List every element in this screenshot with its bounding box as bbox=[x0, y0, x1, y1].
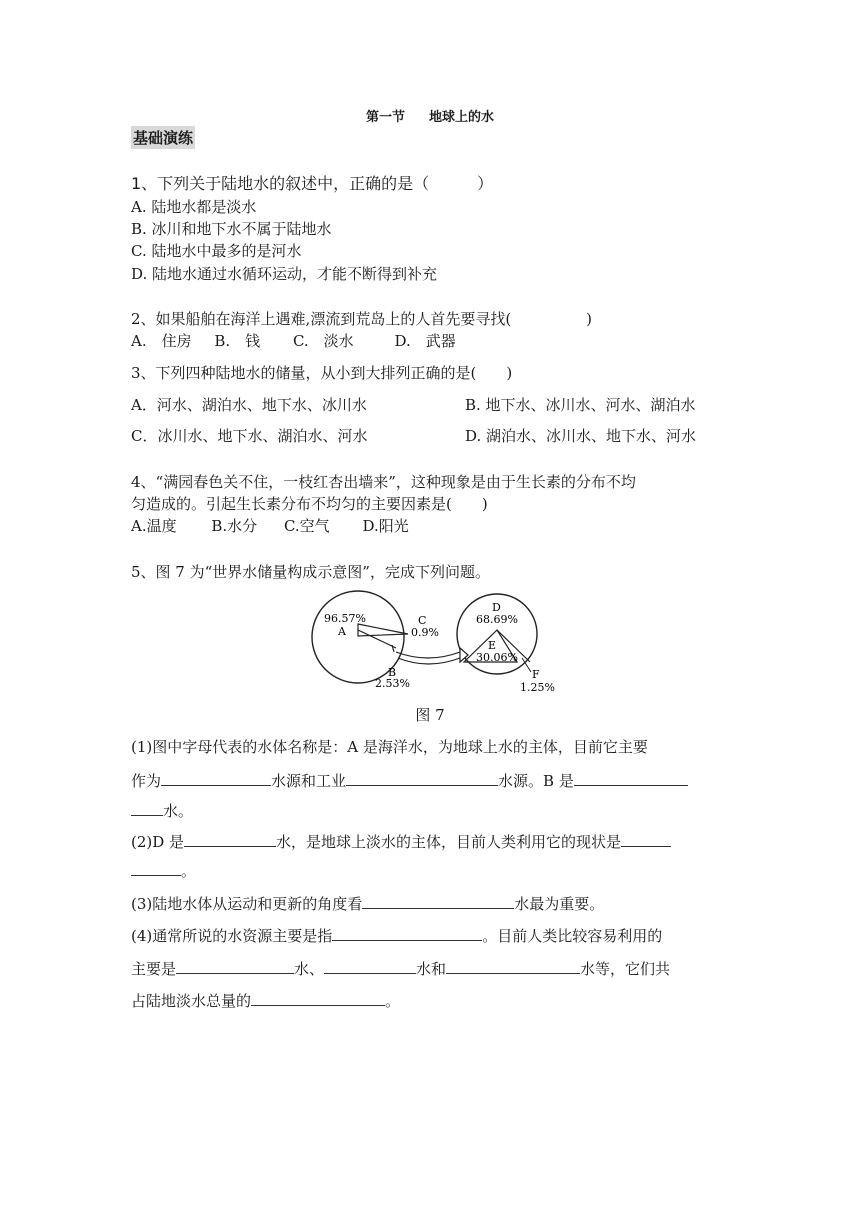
q4-option-d: D.阳光 bbox=[362, 517, 409, 535]
answer-blank[interactable] bbox=[332, 926, 482, 941]
link-arrow-outer bbox=[396, 652, 460, 658]
q5-p4-text4: 水、 bbox=[294, 960, 325, 978]
q1-stem: 1、下列关于陆地水的叙述中，正确的是（ ） bbox=[131, 174, 494, 193]
q3-option-b: B. 地下水、冰川水、河水、湖泊水 bbox=[465, 396, 696, 414]
q2-option-d: D. 武器 bbox=[394, 332, 456, 350]
q5-p2-text2: 水，是地球上淡水的主体，目前人类利用它的现状是 bbox=[276, 833, 622, 851]
label-b-pct: 2.53% bbox=[375, 677, 410, 690]
label-f: F bbox=[532, 668, 540, 681]
q3-option-a: A．河水、湖泊水、地下水、冰川水 bbox=[131, 396, 367, 414]
q5-p4-text8: 。 bbox=[385, 992, 401, 1010]
q1-option-b: B. 冰川和地下水不属于陆地水 bbox=[131, 220, 332, 238]
label-c: C bbox=[418, 614, 427, 627]
answer-blank[interactable] bbox=[362, 894, 514, 909]
q5-p3-text2: 水最为重要。 bbox=[514, 895, 605, 913]
answer-blank[interactable] bbox=[621, 832, 671, 847]
answer-blank[interactable] bbox=[184, 832, 276, 847]
label-d: D bbox=[492, 601, 501, 614]
q2-option-a: A. 住房 bbox=[131, 332, 192, 350]
figure-caption: 图 7 bbox=[415, 706, 445, 724]
q5-p4-text7: 占陆地淡水总量的 bbox=[131, 992, 252, 1010]
q5-p4-text1: (4)通常所说的水资源主要是指 bbox=[131, 927, 333, 945]
q5-part2-line2 bbox=[131, 860, 196, 882]
title-topic: 地球上的水 bbox=[429, 110, 495, 125]
q5-part1-line1: (1)图中字母代表的水体名称是：A 是海洋水，为地球上水的主体，目前它主要 bbox=[131, 738, 648, 756]
q1-option-d: D. 陆地水通过水循环运动，才能不断得到补充 bbox=[131, 265, 438, 283]
answer-blank[interactable] bbox=[161, 771, 271, 786]
answer-blank[interactable] bbox=[446, 959, 580, 974]
q5-p1-text3: 水源。B 是 bbox=[498, 772, 574, 790]
q5-part4-line3 bbox=[131, 990, 400, 1012]
q5-part4-line1 bbox=[131, 925, 662, 947]
q5-p4-text2: 。目前人类比较容易利用的 bbox=[482, 927, 663, 945]
q5-p2-text1: (2)D 是 bbox=[131, 833, 185, 851]
answer-blank[interactable] bbox=[131, 861, 181, 876]
q1-option-c: C. 陆地水中最多的是河水 bbox=[131, 242, 302, 260]
q5-p1-text4: 水。 bbox=[163, 802, 194, 820]
q4-option-b: B.水分 bbox=[211, 517, 258, 535]
q5-p2-text3: 。 bbox=[181, 862, 197, 880]
link-arrow-inner bbox=[398, 658, 460, 664]
q5-stem: 5、图 7 为“世界水储量构成示意图”，完成下列问题。 bbox=[131, 563, 490, 581]
q5-p1-text1: 作为 bbox=[131, 772, 162, 790]
answer-blank[interactable] bbox=[251, 991, 385, 1006]
sector-b-line bbox=[358, 630, 396, 648]
answer-blank[interactable] bbox=[176, 959, 294, 974]
answer-blank[interactable] bbox=[574, 771, 688, 786]
label-e-pct: 30.06% bbox=[476, 651, 518, 664]
q2-option-c: C. 淡水 bbox=[292, 332, 354, 350]
label-d-pct: 68.69% bbox=[476, 613, 518, 626]
q5-p4-text6: 水等，它们共 bbox=[580, 960, 671, 978]
q3-option-d: D. 湖泊水、冰川水、地下水、河水 bbox=[465, 427, 697, 445]
q2-stem: 2、如果船舶在海洋上遇难,漂流到荒岛上的人首先要寻找( ) bbox=[131, 310, 593, 328]
q5-part4-line2 bbox=[131, 958, 670, 980]
q5-part2-line1 bbox=[131, 831, 671, 853]
q4-option-a: A.温度 bbox=[131, 517, 177, 535]
label-c-pct: 0.9% bbox=[411, 626, 439, 639]
answer-blank[interactable] bbox=[131, 801, 163, 816]
label-f-pct: 1.25% bbox=[520, 681, 555, 694]
label-a: A bbox=[338, 625, 346, 638]
q4-options bbox=[131, 515, 409, 537]
q5-p4-text5: 水和 bbox=[416, 960, 447, 978]
section-heading: 基础演练 bbox=[131, 126, 195, 149]
water-storage-diagram bbox=[300, 588, 570, 696]
q2-options bbox=[131, 330, 456, 352]
q4-stem-line2: 匀造成的。引起生长素分布不均匀的主要因素是( ) bbox=[131, 495, 488, 513]
answer-blank[interactable] bbox=[324, 959, 416, 974]
page-title bbox=[0, 106, 860, 125]
q4-stem-line1: 4、“满园春色关不住，一枝红杏出墙来”，这种现象是由于生长素的分布不均 bbox=[131, 473, 636, 491]
q3-stem: 3、下列四种陆地水的储量，从小到大排列正确的是( ) bbox=[131, 364, 513, 382]
label-b: B bbox=[388, 666, 397, 679]
q5-p3-text1: (3)陆地水体从运动和更新的角度看 bbox=[131, 895, 363, 913]
q5-part1-line3 bbox=[131, 800, 193, 822]
label-e: E bbox=[488, 639, 497, 652]
label-a-pct: 96.57% bbox=[324, 612, 366, 625]
q3-option-c: C．冰川水、地下水、湖泊水、河水 bbox=[131, 427, 368, 445]
q5-part1-line2 bbox=[131, 770, 688, 792]
q4-option-c: C.空气 bbox=[283, 517, 330, 535]
q5-p4-text3: 主要是 bbox=[131, 960, 177, 978]
title-chapter: 第一节 bbox=[365, 110, 405, 125]
q5-part3 bbox=[131, 893, 604, 915]
q5-p1-text2: 水源和工业 bbox=[271, 772, 347, 790]
q1-option-a: A. 陆地水都是淡水 bbox=[131, 198, 257, 216]
q2-option-b: B. 钱 bbox=[214, 332, 261, 350]
answer-blank[interactable] bbox=[346, 771, 498, 786]
